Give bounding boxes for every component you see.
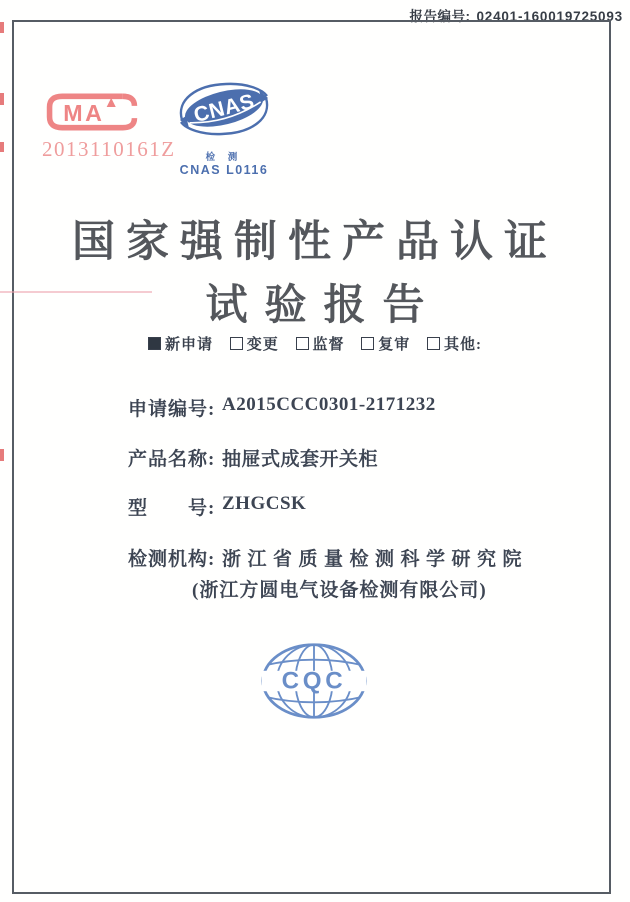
scan-artifact-mark — [0, 93, 4, 105]
field-value: ZHGCSK — [222, 493, 307, 514]
page-title-line1: 国家强制性产品认证 — [72, 219, 558, 266]
cma-certification-mark — [42, 90, 176, 162]
field-product-name — [128, 444, 378, 471]
scan-artifact-mark — [0, 142, 4, 152]
field-test-organization — [128, 544, 528, 602]
scan-artifact-line — [0, 291, 152, 293]
scan-artifact-mark — [0, 22, 4, 33]
application-type-row — [0, 333, 630, 354]
test-org-subname: (浙江方圆电气设备检测有限公司) — [192, 580, 487, 601]
field-label: 申请编号: — [128, 399, 216, 420]
scan-artifact-mark — [0, 449, 4, 461]
field-value: A2015CCC0301-2171232 — [222, 394, 436, 415]
field-model — [128, 493, 306, 520]
field-value: 抽屉式成套开关柜 — [222, 449, 379, 470]
checkbox-empty-icon — [361, 337, 374, 350]
checkbox-filled-icon — [148, 337, 161, 350]
cnas-caption: 检 测 — [205, 152, 243, 163]
page-title-line2: 试验报告 — [205, 283, 442, 329]
cnas-code: CNAS L0116 — [179, 163, 269, 177]
cqc-letters: CQC — [281, 667, 347, 695]
checkbox-change: 变更 — [230, 337, 279, 353]
cma-letters: MA — [63, 100, 105, 127]
field-label: 检测机构: — [128, 549, 216, 570]
checkbox-review: 复审 — [361, 337, 410, 353]
report-number-label: 报告编号: — [409, 9, 471, 24]
field-label: 产品名称: — [128, 449, 216, 470]
checkbox-supervision: 监督 — [296, 337, 345, 353]
cma-license-number: 2013110161Z — [42, 137, 176, 161]
cnas-letters: CNAS — [191, 89, 257, 128]
checkbox-new-application: 新申请 — [148, 337, 213, 353]
cnas-accreditation-mark — [172, 76, 276, 177]
checkbox-empty-icon — [427, 337, 440, 350]
test-org-name: 浙江省质量检测科学研究院 — [222, 549, 529, 570]
cqc-logo — [258, 642, 370, 725]
cma-triangle — [107, 98, 116, 107]
report-number-value: 02401-160019725093 — [476, 9, 623, 24]
checkbox-empty-icon — [230, 337, 243, 350]
checkbox-other: 其他: — [427, 337, 482, 353]
field-value-block — [192, 544, 529, 602]
field-label: 型 号: — [128, 498, 216, 519]
cqc-globe-icon — [258, 642, 370, 720]
field-application-number — [128, 394, 436, 421]
cnas-mark-icon — [174, 76, 274, 142]
checkbox-empty-icon — [296, 337, 309, 350]
cma-mark-icon — [44, 90, 140, 134]
